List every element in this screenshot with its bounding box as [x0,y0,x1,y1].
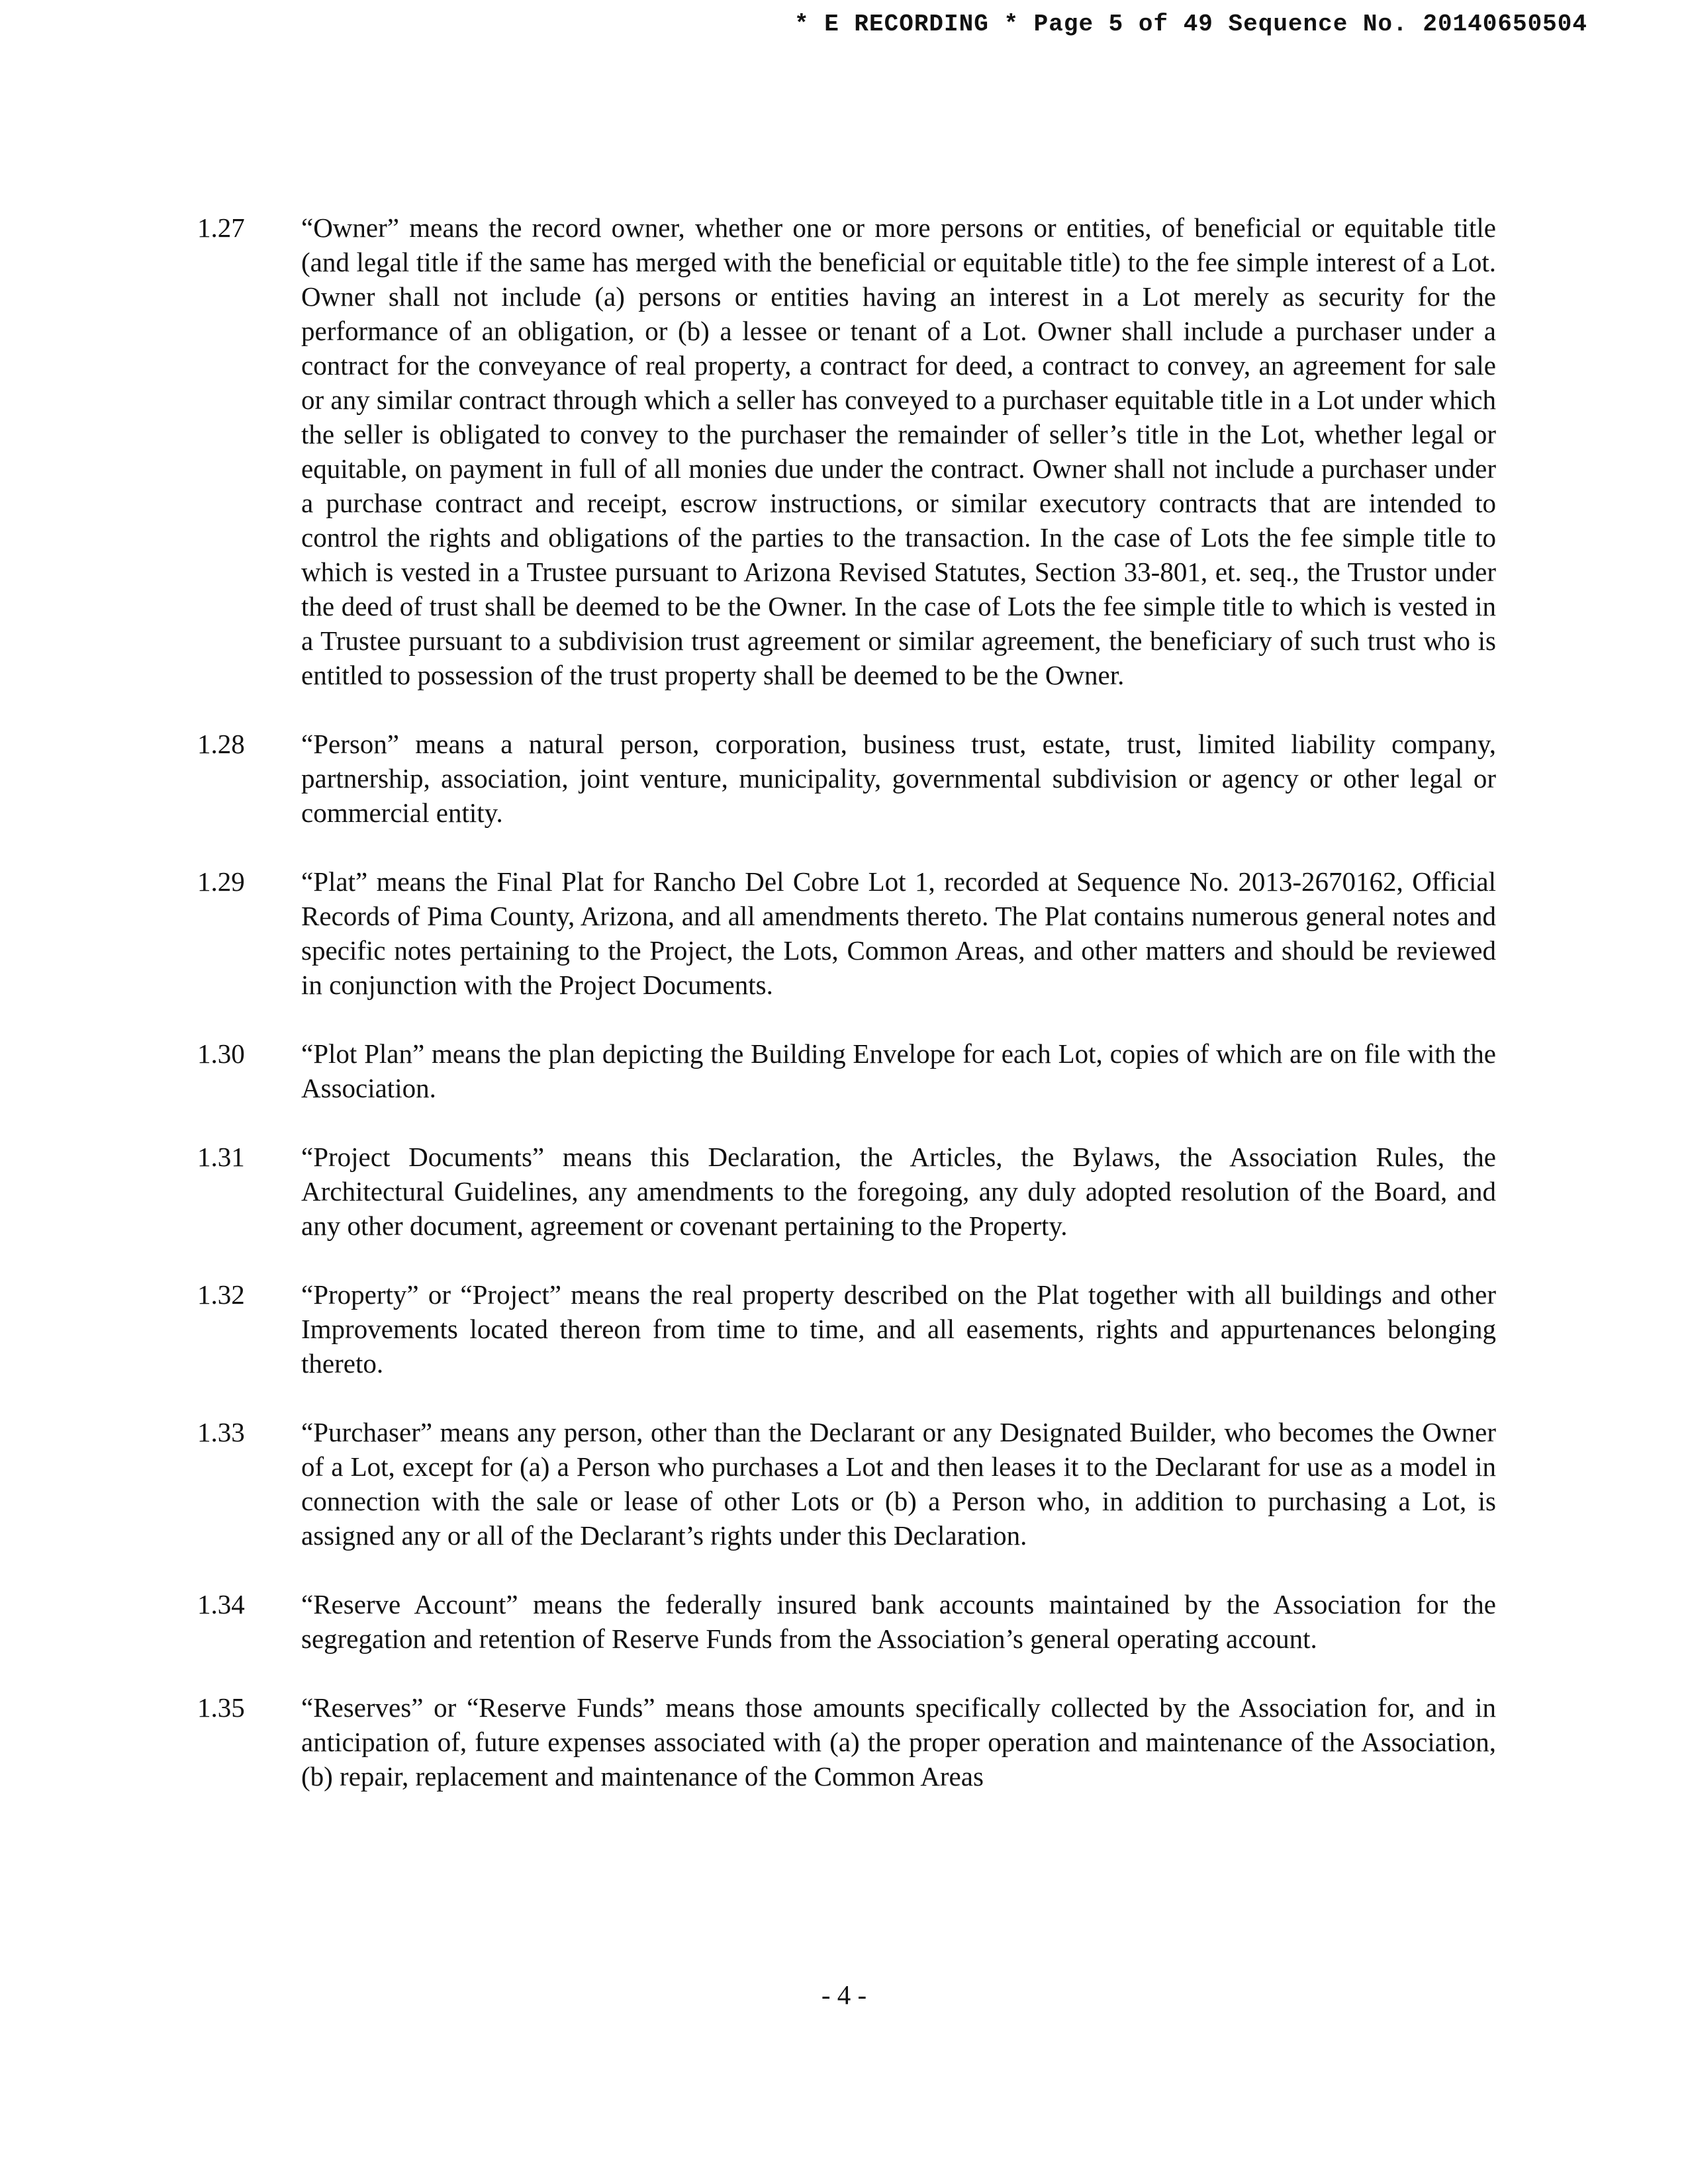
definition-number: 1.31 [197,1142,245,1172]
definitions-body [197,210,1496,1828]
definition-property [197,1277,1496,1381]
definition-text: “Project Documents” means this Declaration, the Articles, the Bylaws, the Association Rules, the Architectural Guidelines, any amendments to the foregoing, any duly adopted resolution of the Board, and any other document, agreement or covenant pertaining to the Property. [301,1142,1496,1241]
definition-number: 1.35 [197,1692,245,1723]
definition-text: “Reserve Account” means the federally insured bank accounts maintained by the Association for the segregation and retention of Reserve Funds from the Association’s general operating account. [301,1589,1496,1654]
definition-purchaser [197,1415,1496,1553]
definition-number: 1.33 [197,1417,245,1447]
definition-text: “Plot Plan” means the plan depicting the Building Envelope for each Lot, copies of which are on file with the Association. [301,1038,1496,1103]
definition-plat [197,864,1496,1002]
definition-plot-plan [197,1036,1496,1105]
definition-reserve-account [197,1587,1496,1656]
definition-text: “Reserves” or “Reserve Funds” means those amounts specifically collected by the Association for, and in anticipation of, future expenses associated with (a) the proper operation and maintenance of the Association, (b) repair, replacement and maintenance of the Common Areas [301,1692,1496,1792]
definition-number: 1.30 [197,1038,245,1069]
definition-number: 1.28 [197,729,245,759]
definition-project-documents [197,1140,1496,1243]
definition-number: 1.29 [197,866,245,897]
definition-text: “Purchaser” means any person, other than the Declarant or any Designated Builder, who becomes the Owner of a Lot, except for (a) a Person who purchases a Lot and then leases it to the Declarant for use as a model in connection with the sale or lease of other Lots or (b) a Person who, in addition to purchasing a Lot, is assigned any or all of the Declarant’s rights under this Declaration. [301,1417,1496,1551]
definition-owner [197,210,1496,692]
definition-number: 1.27 [197,212,245,243]
definition-number: 1.32 [197,1279,245,1310]
definition-text: “Plat” means the Final Plat for Rancho Del Cobre Lot 1, recorded at Sequence No. 2013-2670162, Official Records of Pima County, Arizona, and all amendments thereto. The Plat contains numerous general notes and specific notes pertaining to the Project, the Lots, Common Areas, and other matters and should be reviewed in conjunction with the Project Documents. [301,866,1496,1000]
definition-person [197,727,1496,830]
definition-text: “Person” means a natural person, corporation, business trust, estate, trust, limited liability company, partnership, association, joint venture, municipality, governmental subdivision or agency or other legal or commercial entity. [301,729,1496,828]
definition-number: 1.34 [197,1589,245,1619]
recording-header: * E RECORDING * Page 5 of 49 Sequence No. 20140650504 [794,11,1587,38]
page-number: - 4 - [821,1979,867,2010]
definition-text: “Property” or “Project” means the real property described on the Plat together with all buildings and other Improvements located thereon from time to time, and all easements, rights and appurtenances belonging thereto. [301,1279,1496,1379]
definition-text: “Owner” means the record owner, whether one or more persons or entities, of beneficial or equitable title (and legal title if the same has merged with the beneficial or equitable title) to the fee simple interest of a Lot. Owner shall not include (a) persons or entities having an interest in a Lot merely as security for the performance of an obligation, or (b) a lessee or tenant of a Lot. Owner shall include a purchaser under a contract for the conveyance of real property, a contract for deed, a contract to convey, an agreement for sale or any similar contract through which a seller has conveyed to a purchaser equitable title in a Lot under which the seller is obligated to convey to the purchaser the remainder of seller’s title in the Lot, whether legal or equitable, on payment in full of all monies due under the contract. Owner shall not include a purchaser under a purchase contract and receipt, escrow instructions, or similar executory contracts that are intended to control the rights and obligations of the parties to the transaction. In the case of Lots the fee simple title to which is vested in a Trustee pursuant to Arizona Revised Statutes, Section 33-801, et. seq., the Trustor under the deed of trust shall be deemed to be the Owner. In the case of Lots the fee simple title to which is vested in a Trustee pursuant to a subdivision trust agreement or similar agreement, the beneficiary of such trust who is entitled to possession of the trust property shall be deemed to be the Owner. [301,212,1496,690]
definition-reserves [197,1690,1496,1794]
